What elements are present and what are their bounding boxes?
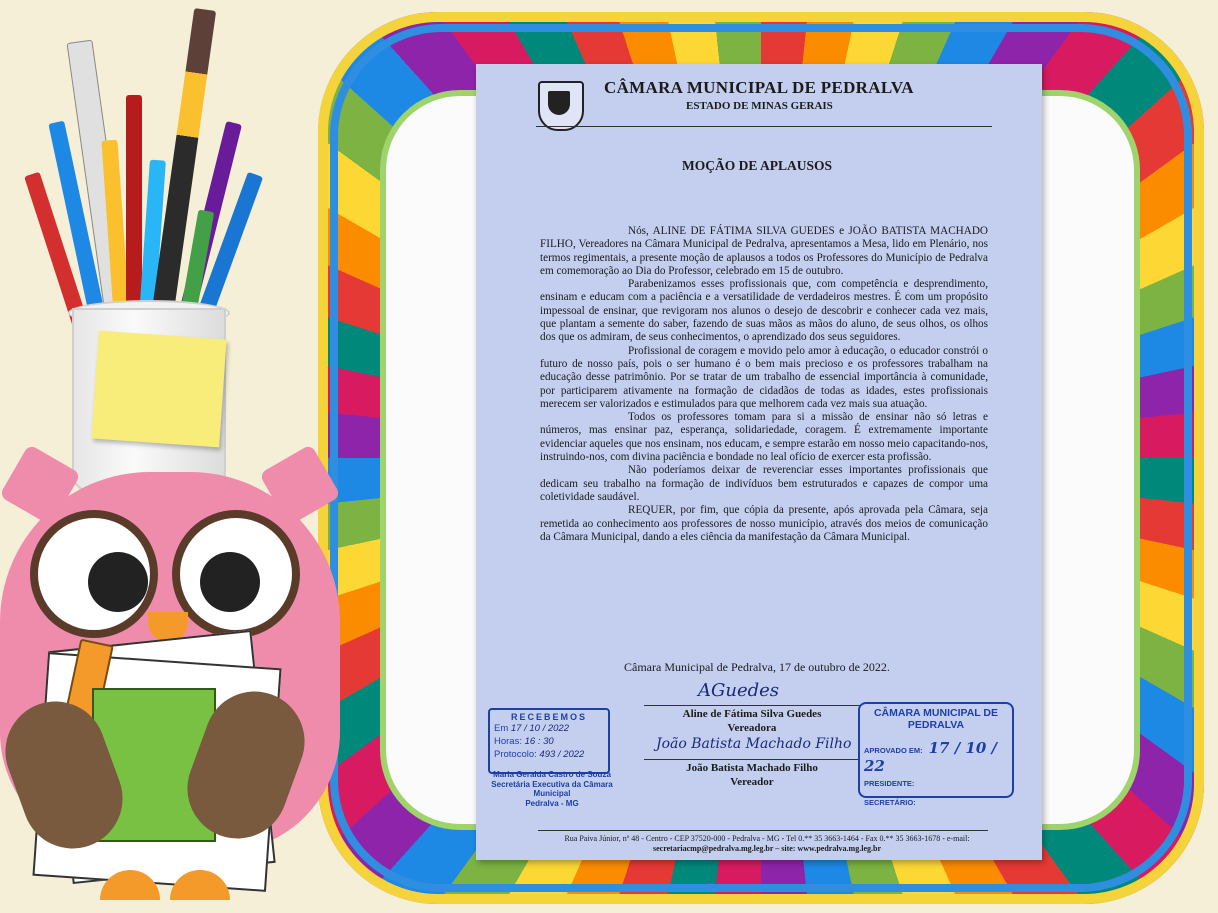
signature-scrawl-joao: João Batista Machado Filho	[656, 736, 852, 752]
approved-secretario-label: SECRETÁRIO:	[864, 798, 916, 807]
paragraph-3: Profissional de coragem e movido pelo amor à educação, o educador constrói o futuro de nosso país, pois o ser humano é o bem mais precioso e os professores trabalham na educação desse patrimônio. Por se tratar de um trabalho de essencial importância à comunidade, por participarem ativamente na formação de cidadãos de todas as idades, estes profissionais merecem ser valorizados e estimulados para que melhorem cada vez mais sua atuação.	[540, 344, 988, 410]
received-signer-role: Secretária Executiva da Câmara Municipal	[491, 779, 613, 798]
received-protocolo-label: Protocolo:	[494, 749, 537, 760]
date-line: Câmara Municipal de Pedralva, 17 de outubro de 2022.	[624, 660, 890, 674]
pencil-darkred	[126, 95, 142, 325]
document-body	[540, 225, 988, 544]
received-protocolo-value: 493 / 2022	[539, 749, 585, 760]
paragraph-6: REQUER, por fim, que cópia da presente, após aprovada pela Câmara, seja remetida ao conhecimento aos professores de nosso município, através dos meios de comunicação da Câmara Municipal, dando a eles ciência da manifestação da Câmara Municipal.	[540, 504, 988, 543]
paragraph-2: Parabenizamos esses profissionais que, com competência e desprendimento, ensinam e educam com a paciência e a versatilidade de verdadeiros mestres. É com um propósito impessoal de ensinar, que revigoram nos alunos o desejo de descobrir e conhecer cada vez mais, que plantam a semente do saber, fazendo de suas mãos as mãos do aluno, de seus olhos, os olhos dos que os admiram, de seus conhecimentos, o aprendizado dos seus seguidores.	[540, 278, 988, 344]
owl-eye-left	[30, 510, 158, 638]
footer	[542, 834, 992, 854]
signer-2-name: João Batista Machado Filho	[686, 762, 818, 774]
document-title: MOÇÃO DE APLAUSOS	[682, 158, 833, 173]
signer-1-name: Aline de Fátima Silva Guedes	[682, 708, 822, 720]
received-signer-name: Maria Geralda Castro de Souza	[493, 770, 611, 779]
paragraph-4: Todos os professores tomam para si a missão de ensinar não só letras e números, mas ensinar paz, esperança, solidariedade, coragem. É extremamente importante evidenciar aqueles que nos ensinam, nos educam, e sempre estarão em nosso meio capacitando-nos, instruindo-nos, com divina paciência e bondade no leal ofício de exercer esta profissão.	[540, 411, 988, 464]
received-em-value: 17 / 10 / 2022	[510, 723, 569, 734]
approved-date-value: 17 / 10 / 22	[864, 739, 997, 775]
header-rule	[536, 126, 992, 127]
crest-icon	[538, 81, 584, 131]
approved-presidente-label: PRESIDENTE:	[864, 779, 915, 788]
approved-stamp	[858, 702, 1014, 807]
approved-date-label: APROVADO EM:	[864, 746, 923, 755]
received-em-label: Em	[494, 723, 509, 734]
sticky-note	[91, 331, 226, 448]
header-title: CÂMARA MUNICIPAL DE PEDRALVA	[604, 78, 914, 97]
signature-scrawl-aline: AGuedes	[698, 680, 780, 701]
received-signer-city: Pedralva - MG	[525, 798, 579, 808]
footer-address: Rua Paiva Júnior, nº 48 - Centro - CEP 37520-000 - Pedralva - MG - Tel 0.** 35 3663-1464 - Fax 0.** 35 3663-1678 - e-mail:	[564, 834, 970, 843]
paragraph-5: Não poderíamos deixar de reverenciar esses importantes profissionais que dedicam seu trabalho na formação de indivíduos bem estruturados e capazes de compor uma coletividade saudável.	[540, 464, 988, 503]
signature-line-1	[644, 705, 860, 706]
signature-line-2	[644, 759, 860, 760]
footer-rule	[538, 830, 988, 831]
received-horas-value: 16 : 30	[524, 736, 554, 747]
document-page	[476, 64, 1042, 860]
signer-1-role: Vereadora	[727, 722, 777, 734]
received-horas-label: Horas:	[494, 736, 522, 747]
footer-contact: secretariacmp@pedralva.mg.leg.br – site: www.pedralva.mg.leg.br	[653, 844, 881, 853]
approved-stamp-title: CÂMARA MUNICIPAL DE PEDRALVA	[873, 707, 999, 731]
received-stamp-title: RECEBEMOS	[510, 712, 587, 722]
received-stamp	[488, 708, 610, 774]
signer-2-role: Vereador	[730, 776, 774, 788]
received-signer-block	[482, 770, 622, 808]
paragraph-1: Nós, ALINE DE FÁTIMA SILVA GUEDES e JOÃO BATISTA MACHADO FILHO, Vereadores na Câmara Municipal de Pedralva, apresentamos a Mesa, lido em Plenário, nos termos regimentais, a presente moção de aplausos a todos os Professores do Município de Pedralva em comemoração ao Dia do Professor, celebrado em 15 de outubro.	[540, 225, 988, 277]
owl-eye-right	[172, 510, 300, 638]
header-subtitle: ESTADO DE MINAS GERAIS	[686, 100, 833, 112]
